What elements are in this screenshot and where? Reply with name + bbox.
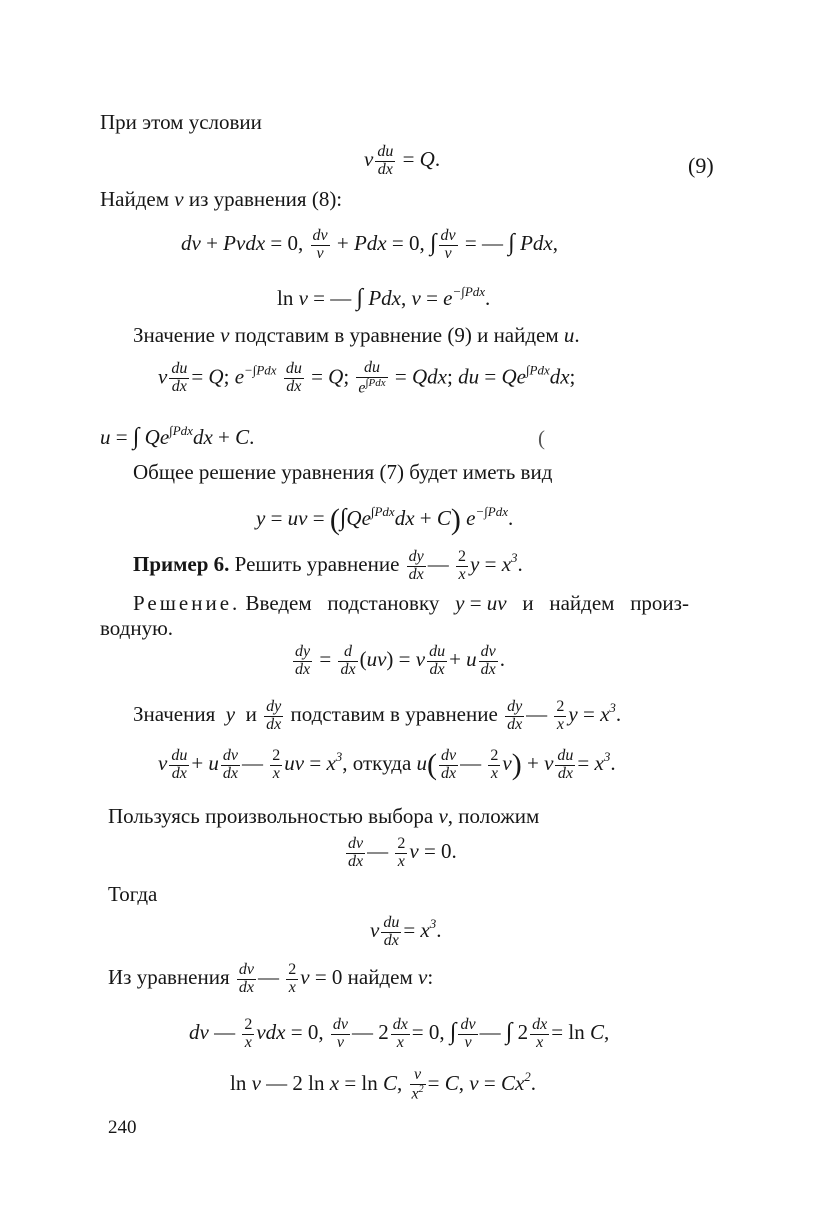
- formula-line: v $\frac{du}{dx}$ = $x^3$.: [370, 914, 442, 949]
- formula-line: y = uv = $(\int Qe^{\int Pdx}dx + C)$ $e^{-\int Pdx}$.: [256, 503, 514, 536]
- equation-number-9: (9): [688, 153, 714, 178]
- formula-line: $\frac{dv}{dx}$ — $\frac{2}{x}$ v = 0.: [348, 835, 457, 870]
- page-number: 240: [108, 1117, 137, 1138]
- text-line: При этом условии: [100, 110, 262, 134]
- text-line: водную.: [100, 616, 174, 640]
- example-heading: Пример 6. Решить уравнение $\frac{dy}{dx}$ — $\frac{2}{x}$ $y = x^3$.: [133, 548, 523, 583]
- formula-line: v $\frac{du}{dx}$ = Q; $e^{-\int Pdx}$ $\frac{du}{dx}$ = Q; $\frac{du}{e^{\int Pdx}}$ = Qdx; du = $Qe^{\int Pdx}dx$;: [158, 359, 576, 397]
- text-line: Решение. Введем подстановку y = uv и найдем произ-: [133, 591, 689, 615]
- text-line: Значение v подставим в уравнение (9) и найдем u.: [133, 323, 580, 347]
- formula-line: ln v — 2 ln x = ln C, $\frac{v}{x^2}$ = C, $v = Cx^2$.: [230, 1066, 537, 1103]
- formula-eq9: v $\frac{du}{dx}$ = Q.: [364, 143, 441, 178]
- formula-line: v $\frac{du}{dx}$ + u $\frac{dv}{dx}$ — $\frac{2}{x}$ uv = $x^3$, откуда u( $\frac{dv}{dx}$ — $\frac{2}{x}$ v) + v $\frac{du}{dx}$ = $x^3$.: [158, 747, 616, 782]
- stray-mark: (: [538, 426, 545, 450]
- text-line: Общее решение уравнения (7) будет иметь вид: [133, 460, 553, 484]
- text-line: Пользуясь произвольностью выбора v, положим: [108, 804, 540, 828]
- formula-line: u = ∫ $Qe^{\int Pdx}dx + C$.: [100, 423, 255, 450]
- formula-line: $\frac{dy}{dx}$ = $\frac{d}{dx}$ (uv) = v $\frac{du}{dx}$ + u $\frac{dv}{dx}$ .: [295, 643, 506, 678]
- text-line: Тогда: [108, 882, 158, 906]
- formula-line: Из уравнения $\frac{dv}{dx}$ — $\frac{2}{x}$ v = 0 найдем v:: [108, 961, 434, 996]
- formula-line: dv — $\frac{2}{x}$ vdx = 0, $\frac{dv}{v}$ — 2 $\frac{dx}{x}$ = 0, ∫ $\frac{dv}{v}$ — ∫ 2 $\frac{dx}{x}$ = ln C,: [189, 1016, 610, 1051]
- formula-line: dv + Pvdx = 0, $\frac{dv}{v}$ + Pdx = 0, ∫ $\frac{dv}{v}$ = — ∫ Pdx,: [181, 227, 558, 262]
- text-line: Найдем v из уравнения (8):: [100, 187, 343, 211]
- formula-line: Значения y и $\frac{dy}{dx}$ подставим в уравнение $\frac{dy}{dx}$ — $\frac{2}{x}$ $y = x^3$.: [133, 698, 622, 733]
- formula-line: ln v = — ∫ Pdx, $v = e^{-\int Pdx}$.: [277, 284, 491, 311]
